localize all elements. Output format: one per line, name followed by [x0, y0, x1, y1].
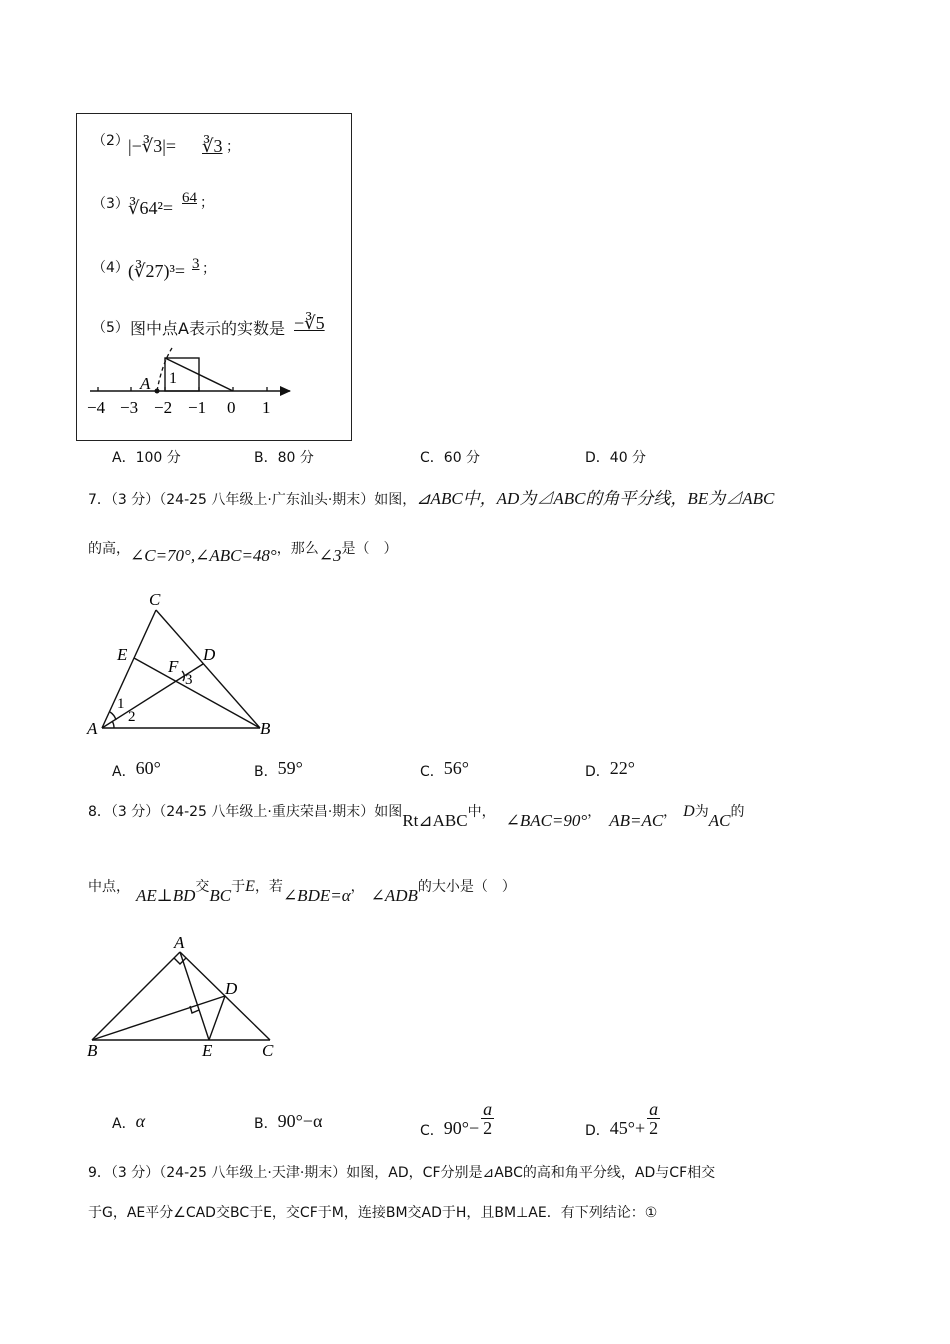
item-3-number: （3）: [92, 196, 129, 212]
tick-label: 0: [227, 398, 236, 417]
tick-label: −4: [87, 398, 106, 417]
point-a-label: A: [140, 374, 151, 393]
item-2-expression: |−∛3|=: [128, 136, 176, 156]
q6-option-c[interactable]: C．60 分: [420, 450, 481, 466]
tick-label: −2: [154, 398, 173, 417]
item-3-expression: ∛64²=: [128, 198, 174, 218]
item-5-text: 图中点A表示的实数是: [130, 319, 285, 338]
angle-2-label: 2: [128, 709, 136, 725]
q8-stem-line2: 中点， AE⊥BD交BC于E，若∠BDE=α， ∠ADB的大小是（ ）: [88, 878, 516, 905]
item-5-number: （5）: [92, 320, 129, 336]
label-c: C: [149, 590, 161, 609]
arrow-head-icon: [280, 386, 291, 396]
item-3-end: ；: [200, 195, 214, 211]
tick-label: −3: [120, 398, 139, 417]
label-b: B: [260, 719, 271, 738]
q6-option-b[interactable]: B．80 分: [254, 450, 314, 466]
q7-stem-line1: 7．（3 分）（24-25 八年级上·广东汕头·期末）如图，⊿ABC中，AD为⊿ABC的角平分线，BE为⊿ABC: [88, 489, 775, 508]
label-b: B: [87, 1041, 98, 1060]
q8-option-d[interactable]: D．45°+ $\frac{a}{2}$: [585, 1099, 659, 1139]
item-3-answer: 64: [182, 190, 197, 206]
item-2-answer: ∛3: [202, 136, 223, 156]
angle-1-label: 1: [117, 696, 125, 712]
q9-stem-line2: 于G，AE平分∠CAD交BC于E，交CF于M，连接BM交AD于H，且BM⊥AE．有下列结论：①: [88, 1205, 658, 1221]
q8-option-a[interactable]: A．α: [112, 1111, 146, 1132]
q6-option-d[interactable]: D．40 分: [585, 450, 647, 466]
label-a: A: [174, 933, 185, 952]
tick-label: −1: [188, 398, 207, 417]
item-5-answer: −∛5: [294, 313, 325, 333]
q6-option-a[interactable]: A．100 分: [112, 450, 181, 466]
label-a: A: [87, 719, 98, 738]
label-d: D: [203, 645, 216, 664]
tick-label: 1: [262, 398, 271, 417]
square-side-label: 1: [169, 370, 177, 387]
label-e: E: [202, 1041, 213, 1060]
point-a: [155, 389, 160, 394]
q8-option-b[interactable]: B．90°−α: [254, 1111, 323, 1132]
label-d: D: [225, 979, 238, 998]
item-4-end: ；: [202, 261, 216, 277]
item-2-number: （2）: [92, 133, 129, 149]
q8-stem-line1: 8．（3 分）（24-25 八年级上·重庆荣昌·期末）如图Rt⊿ABC中， ∠BAC=90°， AB=AC， D为AC的: [88, 803, 745, 830]
q7-option-b[interactable]: B．59°: [254, 758, 303, 780]
q7-triangle-figure: [84, 588, 284, 740]
label-f: F: [168, 657, 179, 676]
q7-stem-line2: 的高，∠C=70°,∠ABC=48°，那么∠3是（ ）: [88, 541, 398, 565]
item-2-end: ；: [226, 139, 240, 155]
item-4-expression: (∛27)³=: [128, 261, 186, 281]
q7-option-d[interactable]: D．22°: [585, 758, 635, 780]
item-4-number: （4）: [92, 260, 129, 276]
item-4-answer: 3: [192, 256, 200, 272]
label-c: C: [262, 1041, 274, 1060]
number-line-figure: [84, 344, 304, 419]
q7-option-a[interactable]: A．60°: [112, 758, 161, 780]
q8-triangle-figure: [84, 930, 284, 1060]
q9-stem-line1: 9．（3 分）（24-25 八年级上·天津·期末）如图，AD，CF分别是⊿ABC的高和角平分线，AD与CF相交: [88, 1165, 716, 1181]
q7-option-c[interactable]: C．56°: [420, 758, 469, 780]
label-e: E: [117, 645, 128, 664]
q8-option-c[interactable]: C．90°− $\frac{a}{2}$: [420, 1099, 493, 1139]
angle-3-label: 3: [185, 672, 193, 688]
